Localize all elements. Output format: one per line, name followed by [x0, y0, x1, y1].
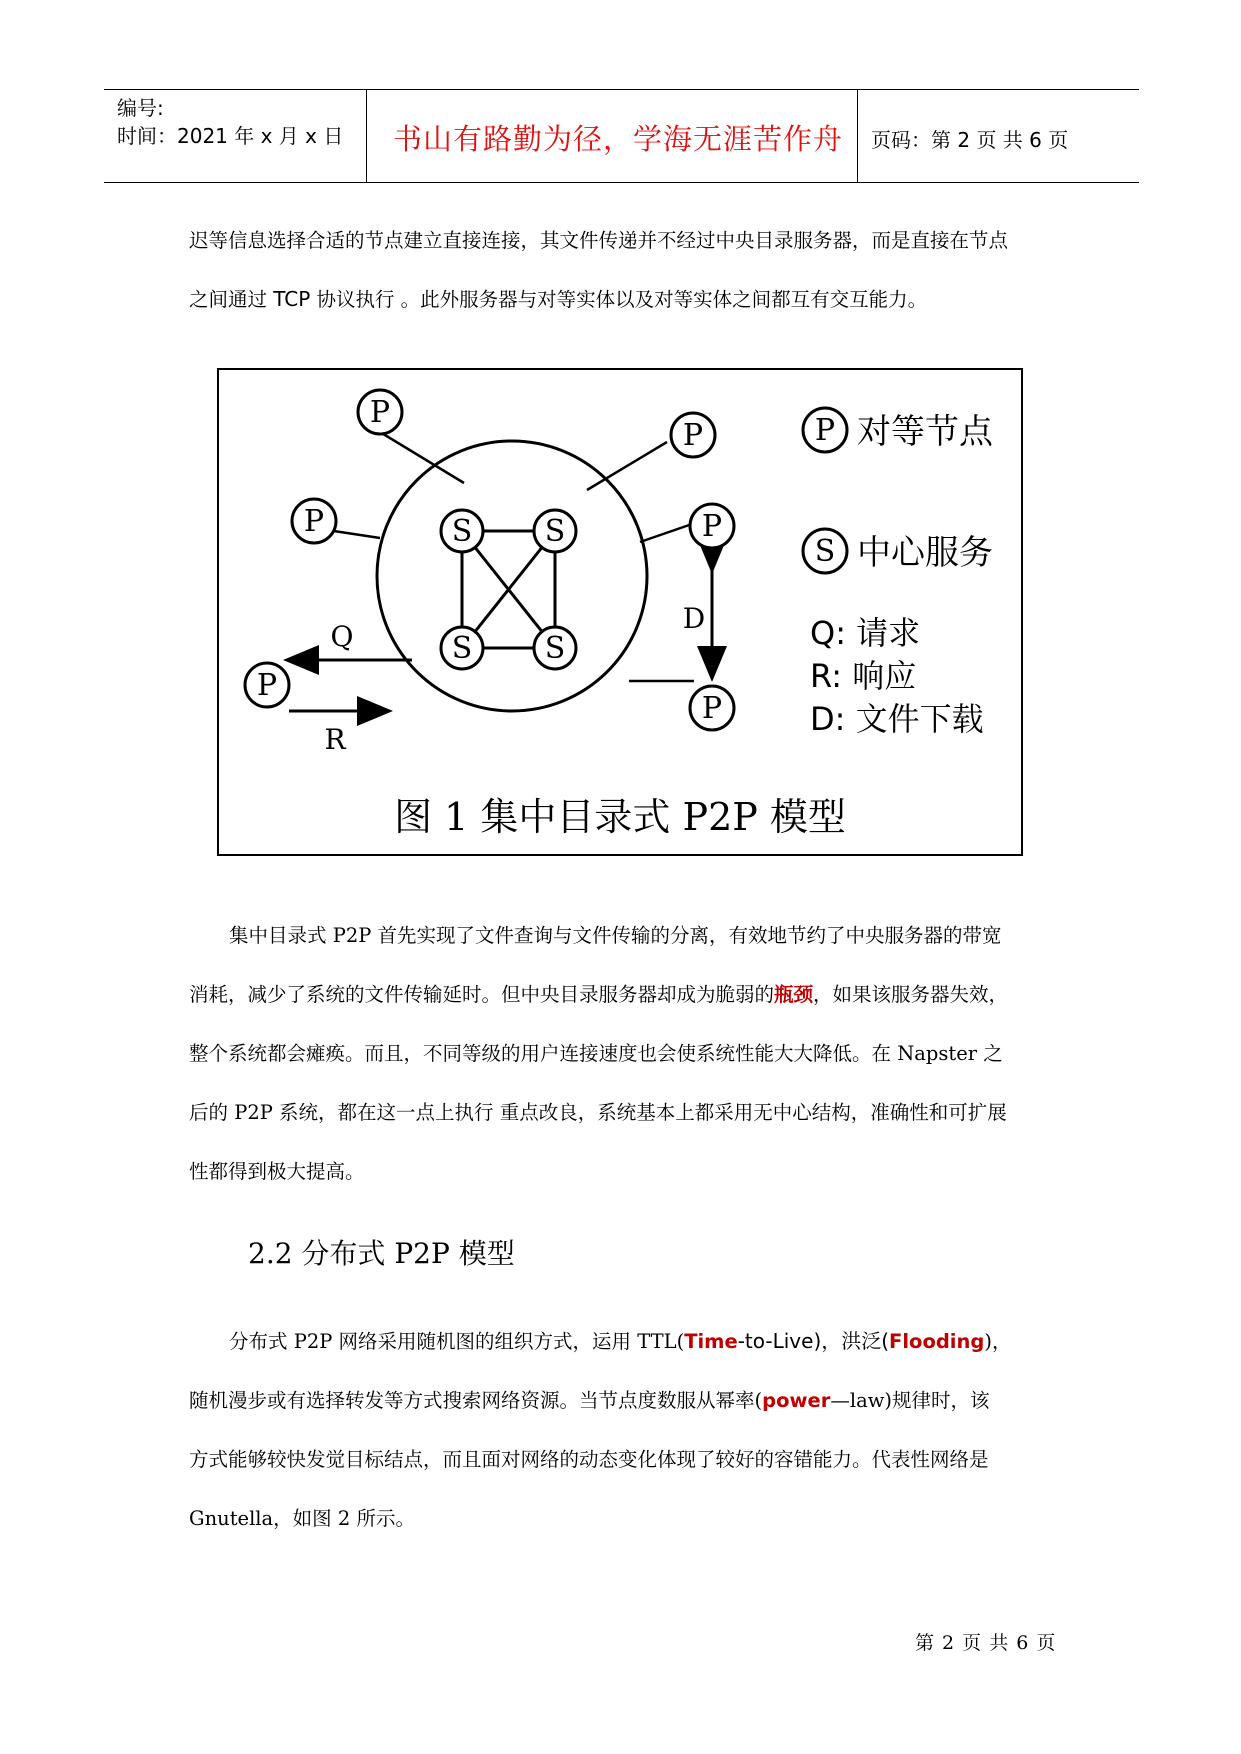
header-motto: 书山有路勤为径，学海无涯苦作舟 [393, 122, 844, 156]
server-node-label: S [544, 631, 566, 666]
intro-paragraph [189, 211, 1059, 329]
p3-highlight-flooding: Flooding [889, 1330, 985, 1353]
page-footer: 第 2 页 共 6 页 [915, 1632, 1057, 1654]
legend-download: D: 文件下载 [810, 700, 984, 738]
legend-server-text: 中心服务 [857, 533, 993, 573]
p3-highlight-time: Time [684, 1330, 738, 1353]
peer-node-label: P [701, 509, 723, 544]
server-node-label: S [544, 514, 566, 549]
p3-highlight-power: power [762, 1389, 831, 1412]
download-label: D [682, 602, 706, 635]
p3-line-4: Gnutella，如图 2 所示。 [189, 1507, 415, 1530]
header-top-rule [104, 89, 1139, 90]
document-time-label: 时间：2021 年 x 月 x 日 [117, 124, 344, 148]
intro-line-1: 迟等信息选择合适的节点建立直接连接，其文件传递并不经过中央目录服务器，而是直接在节点 [189, 229, 1009, 252]
header-divider-left [366, 89, 367, 182]
figure-centralized-p2p [217, 368, 1023, 856]
p3-line-2-c: —law)规律时，该 [830, 1389, 990, 1412]
legend-response: R: 响应 [810, 657, 917, 695]
peer-node-label: P [701, 691, 723, 726]
peer-node-label: P [682, 418, 704, 453]
p3-line-2 [189, 1371, 1059, 1430]
legend-peer-symbol-label: P [814, 413, 836, 448]
p2-line-5: 性都得到极大提高。 [189, 1160, 365, 1183]
legend-peer-text: 对等节点 [857, 412, 993, 452]
peer-node-label: P [369, 395, 391, 430]
figure-caption: 图 1 集中目录式 P2P 模型 [394, 795, 846, 839]
header-bottom-rule [104, 182, 1139, 183]
p2-highlight-bottleneck: 瓶颈 [774, 983, 814, 1006]
peer-node-label: P [303, 504, 325, 539]
header-divider-right [857, 89, 858, 182]
p2-line-4: 后的 P2P 系统，都在这一点上执行 重点改良，系统基本上都采用无中心结构，准确性和可扩展 [189, 1101, 1007, 1124]
paragraph-distributed [189, 1312, 1059, 1548]
p3-line-1-c: -to-Live)，洪泛( [737, 1329, 890, 1353]
p3-line-3: 方式能够较快发觉目标结点，而且面对网络的动态变化体现了较好的容错能力。代表性网络是 [189, 1448, 989, 1471]
document-number-label: 编号: [117, 96, 164, 120]
intro-line-2 [189, 270, 1059, 329]
query-label: Q [330, 620, 354, 653]
server-node-label: S [451, 631, 473, 666]
p2-line-2 [189, 965, 1059, 1024]
p2-line-3: 整个系统都会瘫痪。而且，不同等级的用户连接速度也会使系统性能大大降低。在 Napster 之 [189, 1042, 1003, 1065]
legend-query: Q: 请求 [810, 614, 921, 652]
intro-line-2-c: 协议执行 。此外服务器与对等实体以及对等实体之间都互有交互能力。 [310, 288, 928, 311]
p2-line-2-c: ，如果该服务器失效， [813, 983, 1009, 1006]
p2-line-1: 集中目录式 P2P 首先实现了文件查询与文件传输的分离，有效地节约了中央服务器的带宽 [229, 924, 1002, 947]
peer-node-label: P [256, 668, 278, 703]
p3-line-1-a: 分布式 P2P 网络采用随机图的组织方式，运用 TTL( [229, 1330, 685, 1353]
legend-server-symbol-label: S [814, 534, 836, 569]
paragraph-centralized [189, 906, 1059, 1201]
intro-tcp: TCP [273, 287, 311, 311]
p3-line-1-e: )， [984, 1330, 1012, 1353]
header-page-label: 页码：第 2 页 共 6 页 [871, 128, 1069, 152]
p2-line-2-a: 消耗，减少了系统的文件传输延时。但中央目录服务器却成为脆弱的 [189, 983, 775, 1006]
response-label: R [324, 723, 346, 756]
p3-line-2-a: 随机漫步或有选择转发等方式搜索网络资源。当节点度数服从幂率( [189, 1389, 763, 1412]
p3-line-1 [189, 1312, 1059, 1371]
section-heading: 2.2 分布式 P2P 模型 [248, 1237, 515, 1270]
intro-line-2-a: 之间通过 [189, 288, 274, 311]
server-node-label: S [451, 514, 473, 549]
